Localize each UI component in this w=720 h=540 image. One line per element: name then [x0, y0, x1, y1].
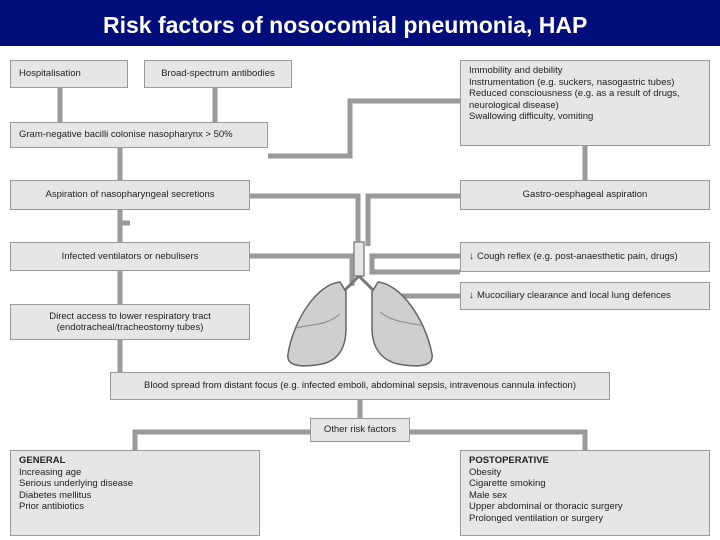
box-postoperative-item: Upper abdominal or thoracic surgery: [469, 501, 623, 512]
box-direct-access: [10, 304, 250, 340]
box-hospitalisation: [10, 60, 128, 88]
box-blood-spread: [110, 372, 610, 400]
box-cough-reflex: [460, 242, 710, 272]
box-gram-negative: [10, 122, 268, 148]
box-gastro-oesophageal-label: Gastro-oesphageal aspiration: [522, 189, 648, 201]
box-infected-ventilators: [10, 242, 250, 271]
box-mucociliary-label: Mucociliary clearance and local lung defences: [477, 290, 671, 302]
box-postoperative-heading: POSTOPERATIVE: [469, 455, 549, 466]
box-broad-spectrum: [144, 60, 292, 88]
title-bar: [0, 0, 720, 46]
slide-title: Risk factors of nosocomial pneumonia, HAP: [103, 12, 588, 38]
box-general-item: Diabetes mellitus: [19, 489, 92, 501]
box-direct-access-line-1: Direct access to lower respiratory tract: [49, 310, 211, 322]
box-blood-spread-label: Blood spread from distant focus (e.g. infected emboli, abdominal sepsis, intravenous cannula infection): [144, 380, 576, 392]
diagram: [0, 46, 720, 540]
box-other-risk-factors: [310, 418, 410, 442]
connector-cough-trachea: [372, 256, 460, 272]
box-general-heading: GENERAL: [19, 455, 66, 466]
box-postoperative-item: Prolonged ventilation or surgery: [469, 512, 604, 524]
box-immobility-line-1: Immobility and debility: [469, 65, 563, 76]
box-postoperative-item: Cigarette smoking: [469, 478, 546, 489]
connector-gastro-trachea: [368, 196, 460, 246]
box-other-risk-factors-label: Other risk factors: [323, 424, 397, 436]
box-aspiration-nasopharyngeal: [10, 180, 250, 210]
box-gastro-oesophageal: [460, 180, 710, 210]
box-immobility-line-3: Reduced consciousness (e.g. as a result of drugs,: [469, 88, 680, 99]
box-direct-access-line-2: (endotracheal/tracheostomy tubes): [56, 322, 204, 333]
box-gram-negative-label: Gram-negative bacilli colonise nasopharynx > 50%: [19, 129, 233, 141]
down-arrow-icon: ↓: [469, 290, 474, 302]
box-general-item: Serious underlying disease: [19, 478, 134, 489]
connector-immobility-gram: [268, 101, 460, 156]
connector-aspiration-trachea: [250, 196, 358, 246]
box-mucociliary: [460, 282, 710, 310]
box-broad-spectrum-label: Broad-spectrum antibodies: [161, 68, 275, 80]
box-general: [10, 450, 260, 536]
box-postoperative: [460, 450, 710, 536]
box-postoperative-item: Obesity: [469, 466, 502, 478]
connector-ventilators-trachea: [250, 256, 352, 286]
box-postoperative-item: Male sex: [469, 489, 508, 501]
box-immobility: [460, 60, 710, 146]
box-general-item: Increasing age: [19, 466, 82, 478]
box-aspiration-nasopharyngeal-label: Aspiration of nasopharyngeal secretions: [45, 189, 215, 201]
connector-other-postop: [410, 432, 585, 450]
down-arrow-icon: ↓: [469, 251, 474, 263]
box-hospitalisation-label: Hospitalisation: [19, 68, 81, 80]
box-general-item: Prior antibiotics: [19, 501, 84, 512]
box-infected-ventilators-label: Infected ventilators or nebulisers: [61, 250, 199, 262]
lungs-icon: [288, 242, 432, 366]
box-cough-reflex-label: Cough reflex (e.g. post-anaesthetic pain, drugs): [477, 251, 678, 263]
box-immobility-line-4: neurological disease): [469, 99, 559, 111]
connector-other-general: [135, 432, 310, 450]
box-immobility-line-5: Swallowing difficulty, vomiting: [469, 111, 594, 122]
box-immobility-line-2: Instrumentation (e.g. suckers, nasogastric tubes): [469, 76, 675, 88]
